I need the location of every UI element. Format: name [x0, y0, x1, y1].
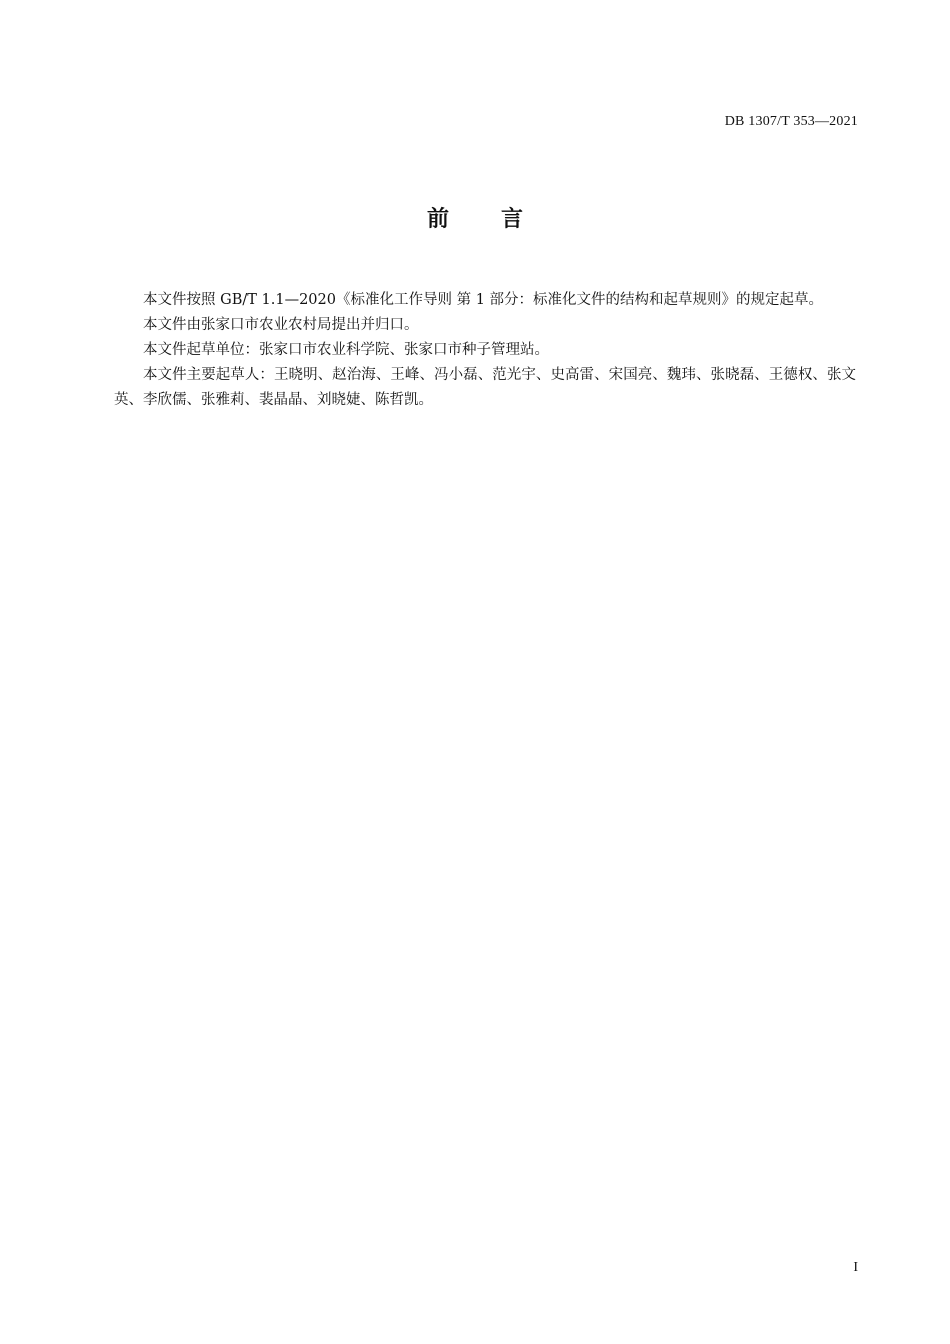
paragraph-proposer: 本文件由张家口市农业农村局提出并归口。 — [143, 317, 419, 333]
paragraph-drafting-units: 本文件起草单位：张家口市农业科学院、张家口市种子管理站。 — [143, 342, 549, 358]
foreword-body — [114, 288, 856, 413]
paragraph-drafters: 本文件主要起草人：王晓明、赵治海、王峰、冯小磊、范光宇、史高雷、宋国亮、魏玮、张晓磊、王德权、张文英、李欣儒、张雅莉、裴晶晶、刘晓婕、陈哲凯。 — [114, 367, 856, 408]
page-title — [0, 202, 950, 233]
title-char-2: 言 — [501, 207, 524, 232]
title-char-1: 前 — [426, 207, 449, 232]
standard-code: DB 1307/T 353—2021 — [724, 114, 858, 129]
paragraph-drafting-rules: 本文件按照 GB/T 1.1—2020《标准化工作导则 第 1 部分：标准化文件的结构和起草规则》的规定起草。 — [143, 292, 824, 308]
page-number: I — [853, 1260, 858, 1275]
